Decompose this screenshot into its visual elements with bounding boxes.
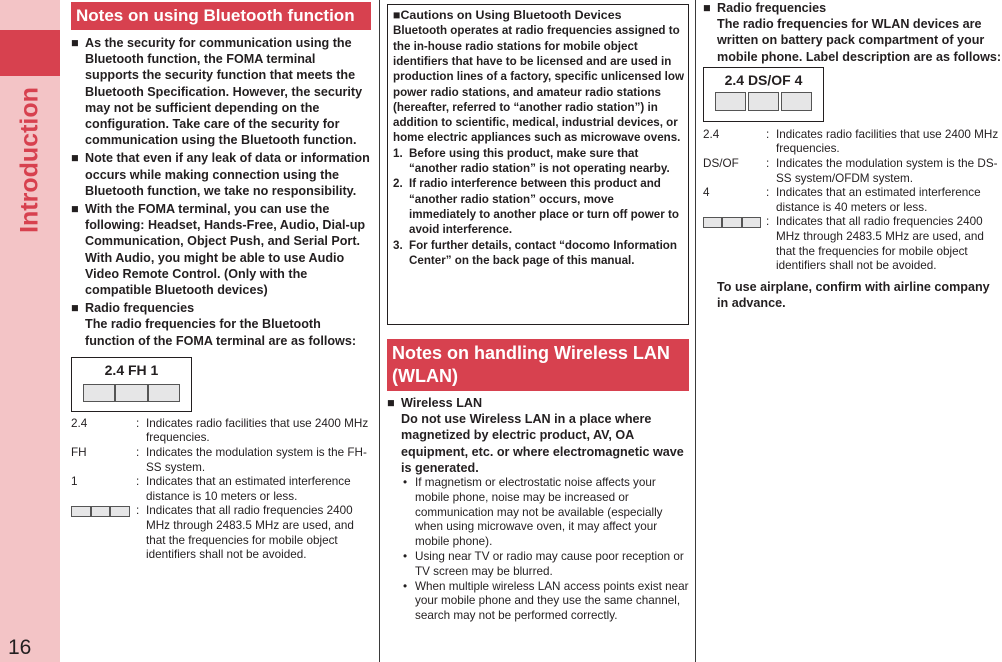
bluetooth-label-text: 2.4 FH 1 <box>104 361 159 378</box>
bluetooth-note-profiles: ■ With the FOMA terminal, you can use the following: Headset, Hands-Free, Audio, Dial-up Communication, Object Push, and Serial Port. With Audio, you might be able to use Audio Video Remote Control. (Only with the compatible Bluetooth devices) <box>71 201 371 298</box>
wlan-label-text: 2.4 DS/OF 4 <box>724 71 803 88</box>
bluetooth-cautions-box <box>387 4 689 325</box>
column-divider-1 <box>379 0 380 662</box>
caution-step: 2. If radio interference between this product and “another radio station” occurs, move immediately to another place or turn off power to avoid interference. <box>393 177 679 237</box>
wlan-radio-column <box>703 0 1002 311</box>
def-row: DS/OF : Indicates the modulation system is the DS-SS system/OFDM system. <box>703 157 998 185</box>
section-label: Introduction <box>15 87 44 233</box>
def-row: : Indicates that all radio frequencies 2400 MHz through 2483.5 MHz are used, and that the frequencies for mobile object identifiers shall not be avoided. <box>71 504 371 562</box>
def-row: 4 : Indicates that an estimated interference distance is 40 meters or less. <box>703 186 981 214</box>
cautions-steps <box>393 146 684 268</box>
def-row: 2.4 : Indicates radio facilities that use 2400 MHz frequencies. <box>703 127 999 156</box>
bluetooth-note-security: ■ As the security for communication using the Bluetooth function, the FOMA terminal supports the security function that meets the Bluetooth Specification. However, the security may not be sufficient depending on the configuration. Take care of the security for communication using the Bluetooth function. <box>71 35 371 148</box>
wlan-bullets <box>387 476 689 624</box>
bluetooth-label-definitions <box>71 417 371 563</box>
bluetooth-radio-title: ■ Radio frequencies <box>71 300 371 316</box>
caution-step: 3. For further details, contact “docomo Information Center” on the back page of this manual. <box>393 238 677 267</box>
bluetooth-radio-body: The radio frequencies for the Bluetooth function of the FOMA terminal are as follows: <box>85 317 357 348</box>
page-number: 16 <box>8 636 32 659</box>
bluetooth-note-leak: ■ Note that even if any leak of data or information occurs while making connection using the Bluetooth function, we take no responsibility. <box>71 150 371 199</box>
caution-step: 1. Before using this product, make sure that “another radio station” is not operating nearby. <box>393 146 670 176</box>
side-band <box>0 0 60 662</box>
airplane-note: To use airplane, confirm with airline company in advance. <box>717 279 990 310</box>
cautions-body: Bluetooth operates at radio frequencies assigned to the in-house radio stations for mobile object identifiers that have to be licensed and are used in production lines of a factory, specific unlicensed low power radio stations, and amateur radio stations (hereafter, referred to “another radio station”) in addition to scientific, medical, industrial devices, or home electric appliances such as microwave ovens. <box>393 24 684 145</box>
wlan-heading: Notes on handling Wireless LAN (WLAN) <box>387 339 689 391</box>
side-tab-marker <box>0 30 60 76</box>
wlan-label-definitions <box>703 128 1002 274</box>
wlan-radio-body: The radio frequencies for WLAN devices are written on battery pack compartment of your mobile phone. Label description are as follows: <box>717 17 1002 64</box>
def-row: : Indicates that all radio frequencies 2400 MHz through 2483.5 MHz are used, and that the frequencies for mobile object identifiers shall not be avoided. <box>703 215 1002 273</box>
wlan-label-cells <box>715 92 812 111</box>
wlan-bullet: • If magnetism or electrostatic noise affects your mobile phone, noise may be increased or communication may not be available (especially when using microwave oven, it may affect your mobile phone). <box>403 476 663 549</box>
column-divider-2 <box>695 0 696 662</box>
bluetooth-label-cells <box>83 384 180 402</box>
def-row: 2.4 : Indicates radio facilities that use 2400 MHz frequencies. <box>71 416 369 445</box>
wlan-item-title: ■ Wireless LAN <box>387 395 689 411</box>
frequency-band-mini-icon <box>703 217 761 228</box>
def-row: 1 : Indicates that an estimated interference distance is 10 meters or less. <box>71 475 351 503</box>
middle-column <box>387 0 689 624</box>
frequency-band-mini-icon <box>71 506 130 517</box>
def-row: FH : Indicates the modulation system is the FH-SS system. <box>71 446 367 474</box>
wlan-radio-title: ■ Radio frequencies <box>703 0 1002 16</box>
wlan-bullet: • When multiple wireless LAN access points exist near your mobile phone and they use the same channel, search may not be performed correctly. <box>403 579 689 623</box>
bluetooth-heading: Notes on using Bluetooth function <box>71 2 371 30</box>
bluetooth-column <box>71 0 371 563</box>
wlan-bullet: • Using near TV or radio may cause poor reception or TV screen may be blurred. <box>403 550 684 578</box>
wlan-frequency-label <box>703 67 824 122</box>
wlan-item-body: Do not use Wireless LAN in a place where magnetized by electric product, AV, OA equipment, etc. or where electromagnetic wave is generated. <box>401 412 684 475</box>
cautions-title: ■ Cautions on Using Bluetooth Devices <box>393 8 684 23</box>
bluetooth-frequency-label <box>71 357 192 412</box>
